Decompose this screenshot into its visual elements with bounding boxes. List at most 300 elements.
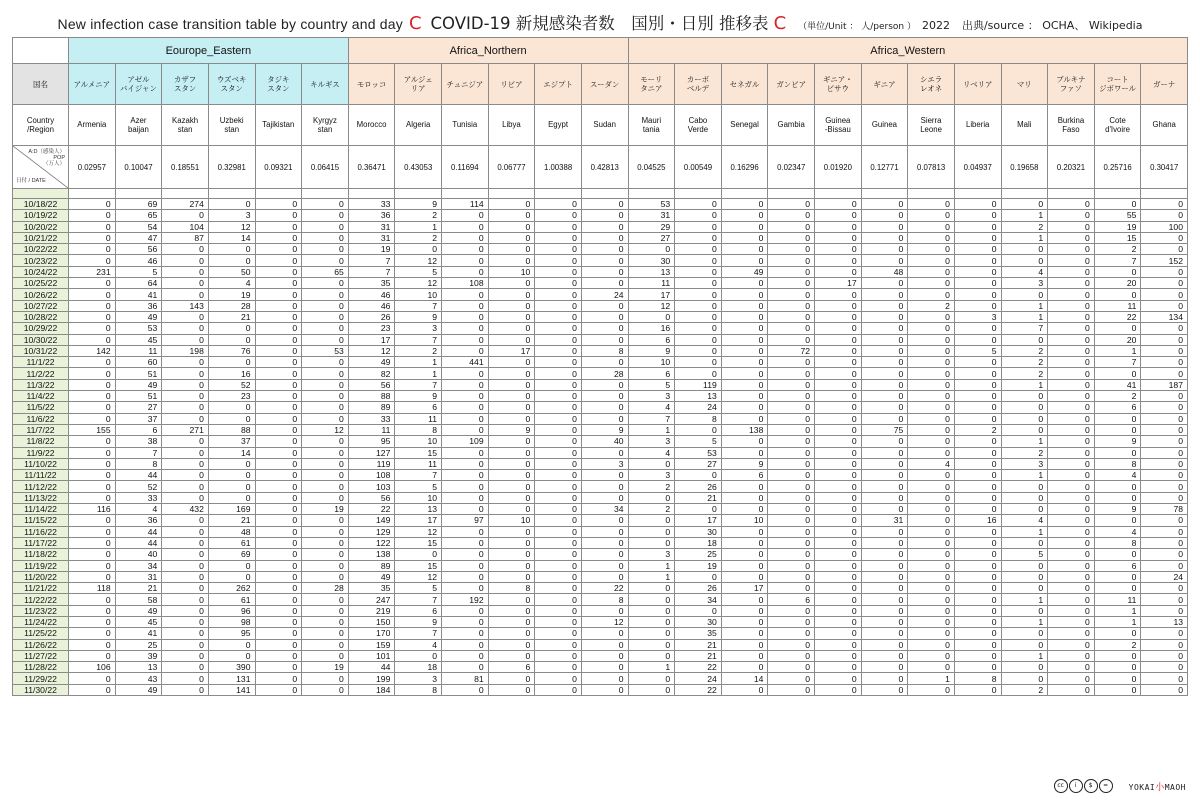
- case-count-cell: 21: [208, 515, 255, 526]
- case-count-cell: 4: [1094, 470, 1141, 481]
- case-count-cell: 0: [535, 379, 582, 390]
- case-count-cell: 0: [954, 402, 1001, 413]
- case-count-cell: 0: [535, 639, 582, 650]
- case-count-cell: 0: [162, 289, 209, 300]
- case-count-cell: 0: [488, 311, 535, 322]
- case-count-cell: 0: [721, 447, 768, 458]
- case-count-cell: 82: [348, 368, 395, 379]
- case-count-cell: 0: [488, 504, 535, 515]
- case-count-cell: 0: [954, 526, 1001, 537]
- case-count-cell: 0: [488, 549, 535, 560]
- case-count-cell: 6: [115, 424, 162, 435]
- case-count-cell: 0: [1001, 424, 1048, 435]
- case-count-cell: 5: [954, 345, 1001, 356]
- case-count-cell: 6: [1094, 560, 1141, 571]
- case-count-cell: 2: [1001, 447, 1048, 458]
- case-count-cell: 0: [1001, 571, 1048, 582]
- case-count-cell: 29: [628, 221, 675, 232]
- case-count-cell: 0: [628, 594, 675, 605]
- case-count-cell: 0: [302, 368, 349, 379]
- case-count-cell: 10: [488, 266, 535, 277]
- case-count-cell: 53: [628, 199, 675, 210]
- region-header-blank: [13, 38, 69, 64]
- case-count-cell: 0: [1001, 413, 1048, 424]
- case-count-cell: 0: [1001, 481, 1048, 492]
- date-cell: 10/28/22: [13, 311, 69, 322]
- date-cell: 11/3/22: [13, 379, 69, 390]
- case-count-cell: 184: [348, 684, 395, 695]
- table-row: [13, 492, 1188, 503]
- case-count-cell: 89: [348, 560, 395, 571]
- case-count-cell: 78: [1141, 504, 1188, 515]
- population-value: 0.02957: [69, 146, 116, 189]
- table-row: [13, 278, 1188, 289]
- case-count-cell: 104: [162, 221, 209, 232]
- case-count-cell: 0: [908, 628, 955, 639]
- case-count-cell: 0: [69, 537, 116, 548]
- case-count-cell: 143: [162, 300, 209, 311]
- case-count-cell: 8: [581, 594, 628, 605]
- case-count-cell: 271: [162, 424, 209, 435]
- date-cell: 11/2/22: [13, 368, 69, 379]
- country-name-en: Armenia: [69, 105, 116, 146]
- case-count-cell: 0: [442, 560, 489, 571]
- case-count-cell: 0: [908, 413, 955, 424]
- case-count-cell: 22: [581, 583, 628, 594]
- case-count-cell: 0: [954, 639, 1001, 650]
- case-count-cell: 1: [395, 357, 442, 368]
- case-count-cell: 26: [348, 311, 395, 322]
- case-count-cell: 31: [348, 232, 395, 243]
- case-count-cell: 0: [815, 662, 862, 673]
- case-count-cell: 0: [768, 526, 815, 537]
- case-count-cell: 0: [69, 255, 116, 266]
- case-count-cell: 22: [675, 684, 722, 695]
- case-count-cell: 0: [69, 560, 116, 571]
- by-icon: i: [1069, 779, 1083, 793]
- case-count-cell: 4: [208, 278, 255, 289]
- case-count-cell: 0: [628, 605, 675, 616]
- country-name-jp: マリ: [1001, 64, 1048, 105]
- case-count-cell: 0: [908, 199, 955, 210]
- case-count-cell: 18: [675, 537, 722, 548]
- case-count-cell: 0: [442, 639, 489, 650]
- case-count-cell: 0: [721, 492, 768, 503]
- case-count-cell: 100: [1141, 221, 1188, 232]
- case-count-cell: 10: [395, 492, 442, 503]
- case-count-cell: 0: [1141, 526, 1188, 537]
- case-count-cell: 0: [675, 244, 722, 255]
- case-count-cell: 1: [1094, 345, 1141, 356]
- population-value: 0.11694: [442, 146, 489, 189]
- case-count-cell: 4: [1001, 266, 1048, 277]
- case-count-cell: 27: [628, 232, 675, 243]
- case-count-cell: 12: [395, 255, 442, 266]
- case-count-cell: 0: [908, 278, 955, 289]
- table-row: [13, 413, 1188, 424]
- case-count-cell: 199: [348, 673, 395, 684]
- case-count-cell: 0: [488, 673, 535, 684]
- case-count-cell: 0: [255, 232, 302, 243]
- logo-mid-text: 小: [1155, 782, 1165, 793]
- case-count-cell: 0: [628, 639, 675, 650]
- case-count-cell: 0: [721, 571, 768, 582]
- table-row: [13, 391, 1188, 402]
- case-count-cell: 13: [675, 391, 722, 402]
- case-count-cell: 1: [1001, 526, 1048, 537]
- case-count-cell: 0: [69, 232, 116, 243]
- case-count-cell: 0: [768, 413, 815, 424]
- case-count-cell: 16: [628, 323, 675, 334]
- table-row: [13, 379, 1188, 390]
- case-count-cell: 22: [675, 662, 722, 673]
- case-count-cell: 2: [1001, 357, 1048, 368]
- page-title: [0, 10, 1200, 32]
- case-count-cell: 0: [442, 628, 489, 639]
- case-count-cell: 0: [954, 210, 1001, 221]
- case-count-cell: 0: [535, 391, 582, 402]
- case-count-cell: 0: [395, 650, 442, 661]
- case-count-cell: 0: [1001, 639, 1048, 650]
- case-count-cell: 0: [581, 662, 628, 673]
- case-count-cell: 0: [675, 345, 722, 356]
- case-count-cell: 0: [581, 232, 628, 243]
- case-count-cell: 1: [1001, 311, 1048, 322]
- case-count-cell: 0: [1141, 673, 1188, 684]
- case-count-cell: 0: [255, 379, 302, 390]
- case-count-cell: 49: [115, 605, 162, 616]
- table-row: [13, 345, 1188, 356]
- case-count-cell: 0: [488, 616, 535, 627]
- case-count-cell: 20: [1094, 334, 1141, 345]
- case-count-cell: 12: [302, 424, 349, 435]
- case-count-cell: 1: [628, 424, 675, 435]
- case-count-cell: 0: [954, 537, 1001, 548]
- case-count-cell: 0: [815, 639, 862, 650]
- case-count-cell: 37: [208, 436, 255, 447]
- case-count-cell: 0: [442, 684, 489, 695]
- case-count-cell: 1: [628, 571, 675, 582]
- case-count-cell: 0: [954, 199, 1001, 210]
- case-count-cell: 0: [768, 583, 815, 594]
- population-value: 0.01920: [815, 146, 862, 189]
- case-count-cell: 0: [768, 436, 815, 447]
- case-count-cell: 0: [768, 357, 815, 368]
- case-count-cell: 0: [255, 560, 302, 571]
- case-count-cell: 0: [861, 504, 908, 515]
- case-count-cell: 16: [954, 515, 1001, 526]
- case-count-cell: 0: [954, 334, 1001, 345]
- case-count-cell: 0: [255, 605, 302, 616]
- case-count-cell: 0: [395, 244, 442, 255]
- case-count-cell: 0: [908, 379, 955, 390]
- date-cell: 11/15/22: [13, 515, 69, 526]
- country-name-jp: ギニア・ ビサウ: [815, 64, 862, 105]
- country-name-en: Gambia: [768, 105, 815, 146]
- case-count-cell: 0: [581, 673, 628, 684]
- case-count-cell: 0: [908, 650, 955, 661]
- case-count-cell: 0: [1048, 357, 1095, 368]
- case-count-cell: 0: [768, 470, 815, 481]
- case-count-cell: 0: [861, 616, 908, 627]
- case-count-cell: 0: [815, 266, 862, 277]
- spacer-cell: [581, 189, 628, 199]
- case-count-cell: 0: [69, 616, 116, 627]
- case-count-cell: 0: [442, 549, 489, 560]
- country-name-en: Tajikistan: [255, 105, 302, 146]
- case-count-cell: 0: [1141, 594, 1188, 605]
- case-count-cell: 0: [69, 413, 116, 424]
- case-count-cell: 0: [721, 210, 768, 221]
- case-count-cell: 0: [488, 199, 535, 210]
- case-count-cell: 0: [954, 616, 1001, 627]
- cc-icon: cc: [1054, 779, 1068, 793]
- case-count-cell: 0: [1094, 515, 1141, 526]
- case-count-cell: 61: [208, 537, 255, 548]
- case-count-cell: 0: [255, 300, 302, 311]
- case-count-cell: 0: [1141, 232, 1188, 243]
- case-count-cell: 116: [69, 504, 116, 515]
- case-count-cell: 0: [1048, 311, 1095, 322]
- case-count-cell: 0: [954, 571, 1001, 582]
- date-cell: 11/18/22: [13, 549, 69, 560]
- case-count-cell: 0: [1094, 492, 1141, 503]
- case-count-cell: 0: [302, 210, 349, 221]
- case-count-cell: 1: [1001, 616, 1048, 627]
- case-count-cell: 138: [721, 424, 768, 435]
- case-count-cell: 0: [721, 662, 768, 673]
- case-count-cell: 5: [675, 436, 722, 447]
- case-count-cell: 7: [348, 266, 395, 277]
- case-count-cell: 0: [954, 368, 1001, 379]
- case-count-cell: 7: [628, 413, 675, 424]
- case-count-cell: 52: [115, 481, 162, 492]
- case-count-cell: 5: [1001, 549, 1048, 560]
- case-count-cell: 0: [721, 594, 768, 605]
- case-count-cell: 0: [861, 379, 908, 390]
- population-value: 0.18551: [162, 146, 209, 189]
- case-count-cell: 0: [861, 300, 908, 311]
- corner-country-jp: 国名: [13, 64, 69, 105]
- unit-label: （単位/Unit ： 人/person ）: [798, 22, 916, 32]
- country-name-jp: スーダン: [581, 64, 628, 105]
- case-count-cell: 0: [581, 537, 628, 548]
- case-count-cell: 0: [1094, 266, 1141, 277]
- case-count-cell: 0: [581, 379, 628, 390]
- case-count-cell: 141: [208, 684, 255, 695]
- population-value: 0.00549: [675, 146, 722, 189]
- case-count-cell: 0: [721, 402, 768, 413]
- table-row: [13, 583, 1188, 594]
- case-count-cell: 0: [1048, 583, 1095, 594]
- country-en-row: [13, 105, 1188, 146]
- case-count-cell: 0: [442, 289, 489, 300]
- case-count-cell: 17: [488, 345, 535, 356]
- case-count-cell: 0: [255, 424, 302, 435]
- case-count-cell: 0: [255, 436, 302, 447]
- case-count-cell: 0: [768, 537, 815, 548]
- case-count-cell: 5: [395, 266, 442, 277]
- case-count-cell: 0: [861, 391, 908, 402]
- case-count-cell: 89: [348, 402, 395, 413]
- case-count-cell: 24: [1141, 571, 1188, 582]
- spacer-cell: [675, 189, 722, 199]
- case-count-cell: 30: [628, 255, 675, 266]
- case-count-cell: 0: [1141, 402, 1188, 413]
- case-count-cell: 0: [1141, 278, 1188, 289]
- region-header: Africa_Northern: [348, 38, 628, 64]
- case-count-cell: 0: [1141, 368, 1188, 379]
- table-row: [13, 594, 1188, 605]
- case-count-cell: 12: [581, 616, 628, 627]
- case-count-cell: 15: [1094, 232, 1141, 243]
- case-count-cell: 1: [1094, 616, 1141, 627]
- case-count-cell: 0: [162, 639, 209, 650]
- case-count-cell: 0: [1048, 391, 1095, 402]
- case-count-cell: 0: [1048, 481, 1095, 492]
- case-count-cell: 0: [255, 616, 302, 627]
- case-count-cell: 0: [302, 458, 349, 469]
- table-row: [13, 357, 1188, 368]
- case-count-cell: 192: [442, 594, 489, 605]
- table-row: [13, 244, 1188, 255]
- case-count-cell: 2: [954, 424, 1001, 435]
- case-count-cell: 0: [768, 244, 815, 255]
- case-count-cell: 0: [581, 549, 628, 560]
- case-count-cell: 0: [208, 571, 255, 582]
- case-count-cell: 0: [69, 594, 116, 605]
- spacer-cell: [1141, 189, 1188, 199]
- country-name-en: Sierra Leone: [908, 105, 955, 146]
- table-row: [13, 571, 1188, 582]
- case-count-cell: 0: [69, 244, 116, 255]
- table-row: [13, 684, 1188, 695]
- case-count-cell: 0: [628, 515, 675, 526]
- case-count-cell: 0: [1048, 458, 1095, 469]
- case-count-cell: 0: [908, 402, 955, 413]
- date-cell: 10/20/22: [13, 221, 69, 232]
- case-count-cell: 0: [581, 571, 628, 582]
- country-name-jp: ブルキナ ファソ: [1048, 64, 1095, 105]
- case-count-cell: 0: [861, 628, 908, 639]
- case-count-cell: 31: [348, 221, 395, 232]
- case-count-cell: 0: [442, 266, 489, 277]
- case-count-cell: 0: [954, 244, 1001, 255]
- case-count-cell: 0: [815, 605, 862, 616]
- case-count-cell: 0: [908, 537, 955, 548]
- case-count-cell: 0: [1048, 424, 1095, 435]
- case-count-cell: 0: [535, 323, 582, 334]
- case-count-cell: 0: [1094, 571, 1141, 582]
- table-row: [13, 266, 1188, 277]
- case-count-cell: 35: [348, 583, 395, 594]
- case-count-cell: 0: [208, 481, 255, 492]
- case-count-cell: 0: [302, 278, 349, 289]
- case-count-cell: 0: [488, 684, 535, 695]
- case-count-cell: 7: [1094, 357, 1141, 368]
- case-count-cell: 0: [675, 289, 722, 300]
- case-count-cell: 0: [488, 628, 535, 639]
- case-count-cell: 3: [395, 673, 442, 684]
- case-count-cell: 0: [954, 357, 1001, 368]
- case-count-cell: 28: [302, 583, 349, 594]
- case-count-cell: 0: [908, 311, 955, 322]
- case-count-cell: 0: [302, 650, 349, 661]
- case-count-cell: 10: [488, 515, 535, 526]
- case-count-cell: 0: [488, 402, 535, 413]
- country-name-en: Sudan: [581, 105, 628, 146]
- case-count-cell: 0: [69, 379, 116, 390]
- case-count-cell: 0: [815, 650, 862, 661]
- case-count-cell: 0: [861, 605, 908, 616]
- case-count-cell: 58: [115, 594, 162, 605]
- case-count-cell: 2: [1001, 368, 1048, 379]
- case-count-cell: 0: [1141, 334, 1188, 345]
- case-count-cell: 6: [488, 662, 535, 673]
- case-count-cell: 198: [162, 345, 209, 356]
- case-count-cell: 8: [1094, 537, 1141, 548]
- case-count-cell: 0: [1141, 537, 1188, 548]
- case-count-cell: 0: [488, 560, 535, 571]
- case-count-cell: 0: [954, 662, 1001, 673]
- case-count-cell: 0: [1094, 289, 1141, 300]
- date-cell: 11/26/22: [13, 639, 69, 650]
- case-count-cell: 0: [442, 470, 489, 481]
- case-count-cell: 0: [208, 244, 255, 255]
- date-cell: 11/21/22: [13, 583, 69, 594]
- case-count-cell: 0: [162, 549, 209, 560]
- case-count-cell: 0: [442, 311, 489, 322]
- case-count-cell: 0: [442, 323, 489, 334]
- table-row: [13, 221, 1188, 232]
- case-count-cell: 0: [255, 515, 302, 526]
- case-count-cell: 0: [954, 391, 1001, 402]
- case-count-cell: 51: [115, 391, 162, 402]
- case-count-cell: 0: [69, 481, 116, 492]
- case-count-cell: 0: [954, 413, 1001, 424]
- country-name-jp: チュニジア: [442, 64, 489, 105]
- case-count-cell: 0: [255, 537, 302, 548]
- case-count-cell: 0: [535, 447, 582, 458]
- nc-icon: $: [1084, 779, 1098, 793]
- case-count-cell: 0: [815, 345, 862, 356]
- case-count-cell: 0: [302, 232, 349, 243]
- case-count-cell: 129: [348, 526, 395, 537]
- case-count-cell: 0: [255, 255, 302, 266]
- case-count-cell: 0: [488, 639, 535, 650]
- case-count-cell: 0: [162, 436, 209, 447]
- case-count-cell: 87: [162, 232, 209, 243]
- case-count-cell: 0: [861, 210, 908, 221]
- case-count-cell: 0: [768, 571, 815, 582]
- date-cell: 11/17/22: [13, 537, 69, 548]
- case-count-cell: 4: [1094, 526, 1141, 537]
- case-count-cell: 0: [488, 492, 535, 503]
- country-name-en: Ghana: [1141, 105, 1188, 146]
- case-count-cell: 0: [908, 605, 955, 616]
- case-count-cell: 56: [348, 379, 395, 390]
- case-count-cell: 0: [908, 357, 955, 368]
- case-count-cell: 0: [255, 323, 302, 334]
- case-count-cell: 0: [1048, 402, 1095, 413]
- date-cell: 10/22/22: [13, 244, 69, 255]
- case-count-cell: 0: [721, 549, 768, 560]
- case-count-cell: 0: [488, 232, 535, 243]
- case-count-cell: 0: [861, 289, 908, 300]
- case-count-cell: 2: [628, 481, 675, 492]
- case-count-cell: 0: [162, 616, 209, 627]
- case-count-cell: 9: [1094, 504, 1141, 515]
